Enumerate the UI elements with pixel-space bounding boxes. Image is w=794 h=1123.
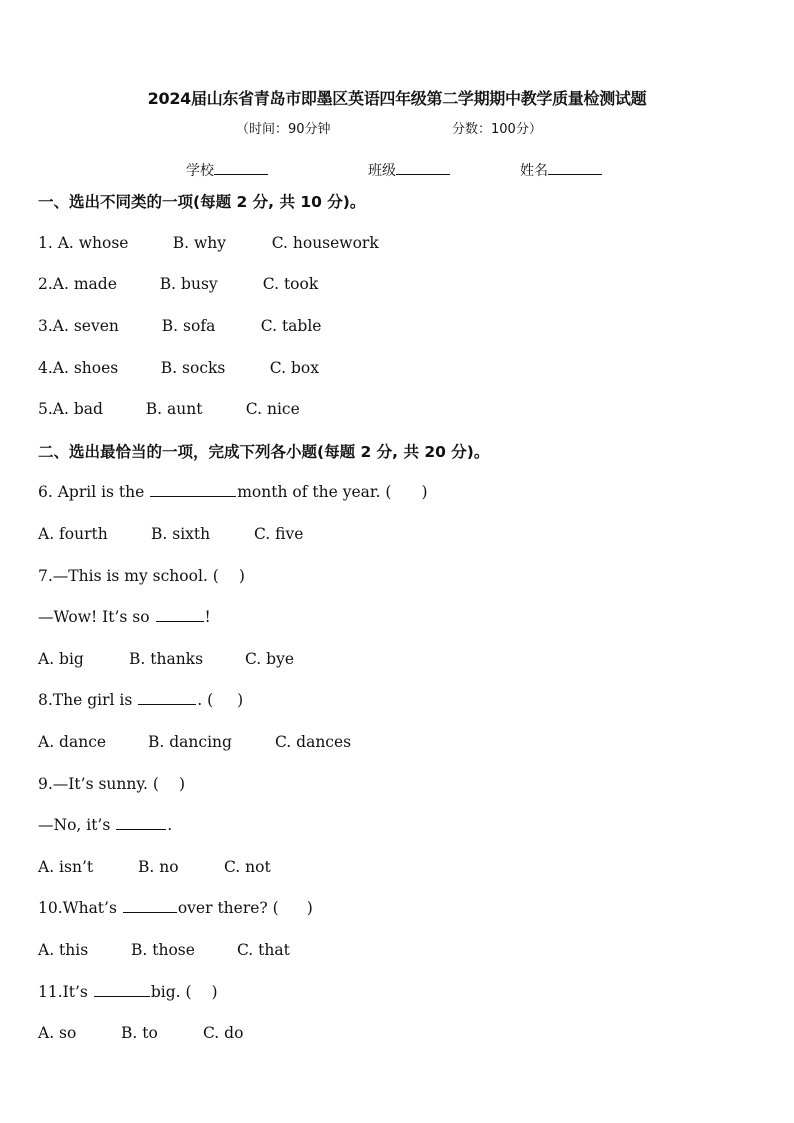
question-10 — [38, 898, 313, 918]
reply-end: . — [167, 816, 173, 834]
option-a[interactable]: A. dance — [38, 733, 107, 751]
question-7-options — [38, 649, 294, 669]
option-a[interactable]: A. isn’t — [38, 858, 94, 876]
name-field[interactable] — [520, 159, 602, 180]
answer-blank[interactable] — [94, 982, 150, 997]
class-blank[interactable] — [396, 159, 450, 175]
question-4 — [38, 358, 319, 378]
question-9 — [38, 774, 185, 794]
question-number: 2. — [38, 275, 53, 293]
option-c[interactable]: C. do — [203, 1024, 244, 1042]
class-field[interactable] — [368, 159, 450, 180]
question-stem-end: over there? ( — [177, 899, 279, 917]
answer-blank[interactable] — [156, 607, 204, 622]
question-stem: 10.What’s — [38, 899, 122, 917]
question-number: 5. — [38, 400, 53, 418]
section1-heading: 一、选出不同类的一项(每题 2 分, 共 10 分)。 — [38, 193, 366, 211]
paren-close: ) — [306, 899, 313, 917]
page-title: 2024届山东省青岛市即墨区英语四年级第二学期期中教学质量检测试题 — [147, 89, 647, 108]
question-11 — [38, 982, 218, 1002]
question-3 — [38, 316, 321, 336]
question-6-options — [38, 524, 303, 544]
question-stem: 6. April is the — [38, 483, 150, 501]
option-b[interactable]: B. sofa — [161, 317, 216, 335]
question-number: 1. — [38, 234, 58, 252]
school-label: 学校 — [186, 163, 214, 179]
option-b[interactable]: B. dancing — [148, 733, 232, 751]
section2-heading: 二、选出最恰当的一项，完成下列各小题(每题 2 分, 共 20 分)。 — [38, 443, 490, 461]
paren-close: ) — [237, 691, 244, 709]
option-c[interactable]: C. not — [224, 858, 271, 876]
question-7 — [38, 566, 245, 586]
option-a[interactable]: A. whose — [57, 234, 129, 252]
paren-close: ) — [211, 983, 218, 1001]
question-9-reply — [38, 815, 172, 835]
option-c[interactable]: C. bye — [245, 650, 295, 668]
school-blank[interactable] — [214, 159, 268, 175]
option-b[interactable]: B. thanks — [129, 650, 204, 668]
reply-stem: —Wow! It’s so — [38, 608, 155, 626]
paren-close: ) — [421, 483, 428, 501]
answer-blank[interactable] — [138, 690, 196, 705]
option-a[interactable]: A. big — [38, 650, 84, 668]
option-c[interactable]: C. box — [269, 359, 319, 377]
option-a[interactable]: A. bad — [52, 400, 103, 418]
question-number: 4. — [38, 359, 53, 377]
option-a[interactable]: A. so — [38, 1024, 77, 1042]
option-c[interactable]: C. that — [237, 941, 290, 959]
option-b[interactable]: B. sixth — [151, 525, 211, 543]
question-11-options — [38, 1023, 243, 1043]
question-7-reply — [38, 607, 211, 627]
class-label: 班级 — [368, 163, 396, 179]
option-a[interactable]: A. seven — [52, 317, 119, 335]
option-b[interactable]: B. those — [131, 941, 195, 959]
option-b[interactable]: B. busy — [159, 275, 218, 293]
paren-close: ) — [178, 775, 186, 793]
question-stem: 11.It’s — [38, 983, 93, 1001]
question-5 — [38, 399, 300, 419]
option-a[interactable]: A. shoes — [52, 359, 119, 377]
option-c[interactable]: C. housework — [271, 234, 379, 252]
reply-end: ! — [204, 608, 211, 626]
question-9-options — [38, 857, 271, 877]
option-b[interactable]: B. socks — [160, 359, 226, 377]
school-field[interactable] — [186, 159, 268, 180]
option-b[interactable]: B. to — [121, 1024, 158, 1042]
exam-time: （时间：90分钟 — [236, 122, 331, 137]
option-a[interactable]: A. fourth — [38, 525, 108, 543]
paren-close: ) — [238, 567, 245, 585]
question-2 — [38, 274, 318, 294]
option-c[interactable]: C. nice — [245, 400, 300, 418]
question-stem: 9.—It’s sunny. ( — [38, 775, 159, 793]
question-8 — [38, 690, 243, 710]
question-6 — [38, 482, 428, 502]
option-b[interactable]: B. why — [172, 234, 226, 252]
question-number: 3. — [38, 317, 53, 335]
question-1 — [38, 233, 379, 253]
option-c[interactable]: C. took — [262, 275, 319, 293]
reply-stem: —No, it’s — [38, 816, 116, 834]
answer-blank[interactable] — [150, 482, 236, 497]
option-c[interactable]: C. table — [260, 317, 322, 335]
option-c[interactable]: C. five — [254, 525, 304, 543]
question-stem-end: big. ( — [150, 983, 192, 1001]
question-8-options — [38, 732, 351, 752]
answer-blank[interactable] — [116, 815, 166, 830]
question-10-options — [38, 940, 290, 960]
option-c[interactable]: C. dances — [275, 733, 352, 751]
answer-blank[interactable] — [123, 898, 177, 913]
option-b[interactable]: B. no — [138, 858, 179, 876]
option-a[interactable]: A. made — [52, 275, 117, 293]
option-b[interactable]: B. aunt — [145, 400, 203, 418]
question-stem-end: . ( — [197, 691, 214, 709]
exam-score: 分数：100分） — [452, 122, 542, 137]
question-stem: 7.—This is my school. ( — [38, 567, 219, 585]
option-a[interactable]: A. this — [38, 941, 89, 959]
question-stem-end: month of the year. ( — [237, 483, 392, 501]
name-label: 姓名 — [520, 163, 548, 179]
question-stem: 8.The girl is — [38, 691, 138, 709]
name-blank[interactable] — [548, 159, 602, 175]
